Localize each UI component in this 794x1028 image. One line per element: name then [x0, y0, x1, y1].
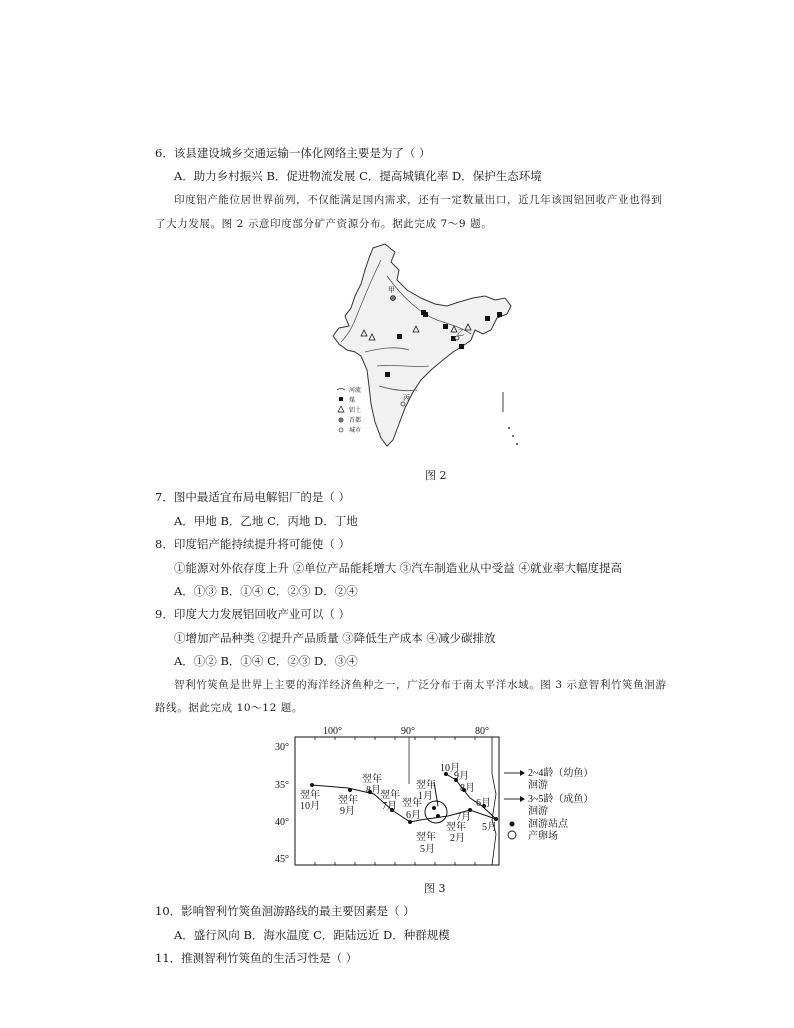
fig2-legend	[337, 386, 361, 434]
figure-3-migration-map	[270, 724, 605, 874]
q7-stem: 7．图中最适宜布局电解铝厂的是（ ）	[155, 490, 350, 504]
island	[516, 443, 518, 445]
lat-label: 35°	[275, 780, 289, 791]
q9-stem: 9．印度大力发展铝回收产业可以（ ）	[155, 607, 350, 621]
q11-stem: 11．推测智利竹筴鱼的生活习性是（ ）	[155, 951, 358, 965]
coal-site	[423, 312, 428, 317]
coastline	[492, 737, 496, 865]
stop-label: 6月	[476, 798, 491, 809]
legend-spawn-label: 产卵场	[528, 831, 558, 842]
intro1-line1: 印度铝产能位居世界前列，不仅能满足国内需求，还有一定数量出口，近几年该国铝回收产业也得到	[174, 194, 663, 206]
stop-label: 8月	[460, 783, 475, 794]
fig2-caption: 图 2	[425, 469, 447, 482]
legend-bauxite-label: 铝土	[349, 408, 362, 414]
stop-label: 翌年	[402, 798, 422, 809]
legend-bauxite-symbol	[338, 406, 344, 412]
city-marker	[401, 402, 405, 406]
legend-adult-label2: 洄游	[528, 806, 548, 817]
legend-adult-label: 3~5龄（成鱼）	[528, 794, 594, 805]
legend-station-label: 洄游站点	[528, 819, 568, 830]
stop-label: 7月	[382, 801, 397, 812]
fig3-legend	[504, 766, 593, 842]
legend-juvenile-label: 2~4龄（幼鱼）	[528, 768, 594, 779]
lat-label: 40°	[275, 817, 289, 828]
station-dot	[432, 806, 436, 810]
legend-river-symbol	[337, 389, 345, 391]
q8-options: A．①③ B．①④ C．②③ D．②④	[174, 584, 358, 598]
q6-stem: 6．该县建设城乡交通运输一体化网络主要是为了（ ）	[155, 146, 431, 160]
station-dot	[436, 814, 440, 818]
stop-label: 10月	[300, 801, 320, 812]
coal-site	[497, 312, 502, 317]
legend-capital-symbol	[339, 418, 343, 422]
stop-label: 翌年	[446, 822, 466, 833]
q10-options: A．盛行风向 B．海水温度 C．距陆远近 D．种群规模	[174, 928, 450, 942]
stop-label: 9月	[340, 806, 355, 817]
legend-river-label: 河流	[349, 388, 362, 394]
coal-site	[443, 324, 448, 329]
legend-city-label: 城市	[349, 428, 362, 434]
label-jia: 甲	[388, 286, 395, 294]
legend-coal-label: 煤	[349, 398, 356, 404]
intro2-line1: 智利竹筴鱼是世界上主要的海洋经济鱼种之一，广泛分布于南太平洋水域。图 3 示意智利竹筴鱼洄游	[174, 679, 667, 691]
island	[512, 435, 514, 437]
station-dot	[348, 788, 352, 792]
stop-label: 9月	[454, 771, 469, 782]
intro1-line2: 了大力发展。图 2 示意印度部分矿产资源分布。据此完成 7～9 题。	[155, 218, 493, 230]
q9-options: A．①② B．①④ C．②③ D．③④	[174, 654, 358, 668]
lon-label: 100°	[323, 726, 342, 737]
stop-label: 5月	[482, 822, 497, 833]
stop-label: 1月	[418, 791, 433, 802]
legend-spawn-symbol	[508, 831, 516, 839]
stop-label: 翌年	[416, 832, 436, 843]
coal-site	[459, 344, 464, 349]
stop-label: 翌年	[380, 790, 400, 801]
stop-label: 7月	[456, 812, 471, 823]
stop-label: 翌年	[362, 774, 382, 785]
stop-label: 5月	[420, 844, 435, 855]
india-outline	[333, 244, 511, 446]
stop-label: 6月	[406, 810, 421, 821]
island	[508, 427, 510, 429]
fig3-caption: 图 3	[424, 882, 446, 895]
q7-options: A．甲地 B．乙地 C．丙地 D．丁地	[174, 514, 358, 528]
stop-label: 10月	[440, 763, 460, 774]
station-dot	[310, 783, 314, 787]
q6-options: A．助力乡村振兴 B．促进物流发展 C．提高城镇化率 D．保护生态环境	[174, 169, 542, 183]
legend-juvenile-label2: 洄游	[528, 780, 548, 791]
stop-label: 2月	[450, 833, 465, 844]
spawning-ground	[425, 801, 447, 823]
coal-site	[385, 372, 390, 377]
map-frame	[295, 737, 499, 865]
legend-capital-label: 首都	[349, 418, 362, 424]
label-yi: 乙	[457, 329, 464, 337]
intro2-line2: 路线。据此完成 10～12 题。	[155, 702, 303, 714]
coal-site	[485, 316, 490, 321]
label-bing: 丙	[403, 394, 410, 402]
legend-coal-symbol	[339, 397, 343, 401]
stop-label: 翌年	[338, 795, 358, 806]
stop-label: 翌年	[416, 780, 436, 791]
legend-city-symbol	[339, 428, 343, 432]
stop-label: 8月	[366, 785, 381, 796]
q8-stem: 8．印度铝产能持续提升将可能使（ ）	[155, 537, 350, 551]
q8-items: ①能源对外依存度上升 ②单位产品能耗增大 ③汽车制造业从中受益 ④就业率大幅度提高	[174, 561, 622, 575]
lon-label: 80°	[475, 726, 489, 737]
lat-label: 45°	[275, 854, 289, 865]
capital-marker	[391, 296, 396, 301]
station-dot	[494, 817, 498, 821]
coal-site	[397, 334, 402, 339]
figure-2-india-map	[325, 240, 535, 460]
q10-stem: 10．影响智利竹筴鱼洄游路线的最主要因素是（ ）	[155, 904, 415, 918]
q9-items: ①增加产品种类 ②提升产品质量 ③降低生产成本 ④减少碳排放	[174, 631, 496, 645]
legend-station-symbol	[510, 822, 515, 827]
lon-label: 90°	[401, 726, 415, 737]
lat-label: 30°	[275, 742, 289, 753]
stop-label: 翌年	[300, 790, 320, 801]
